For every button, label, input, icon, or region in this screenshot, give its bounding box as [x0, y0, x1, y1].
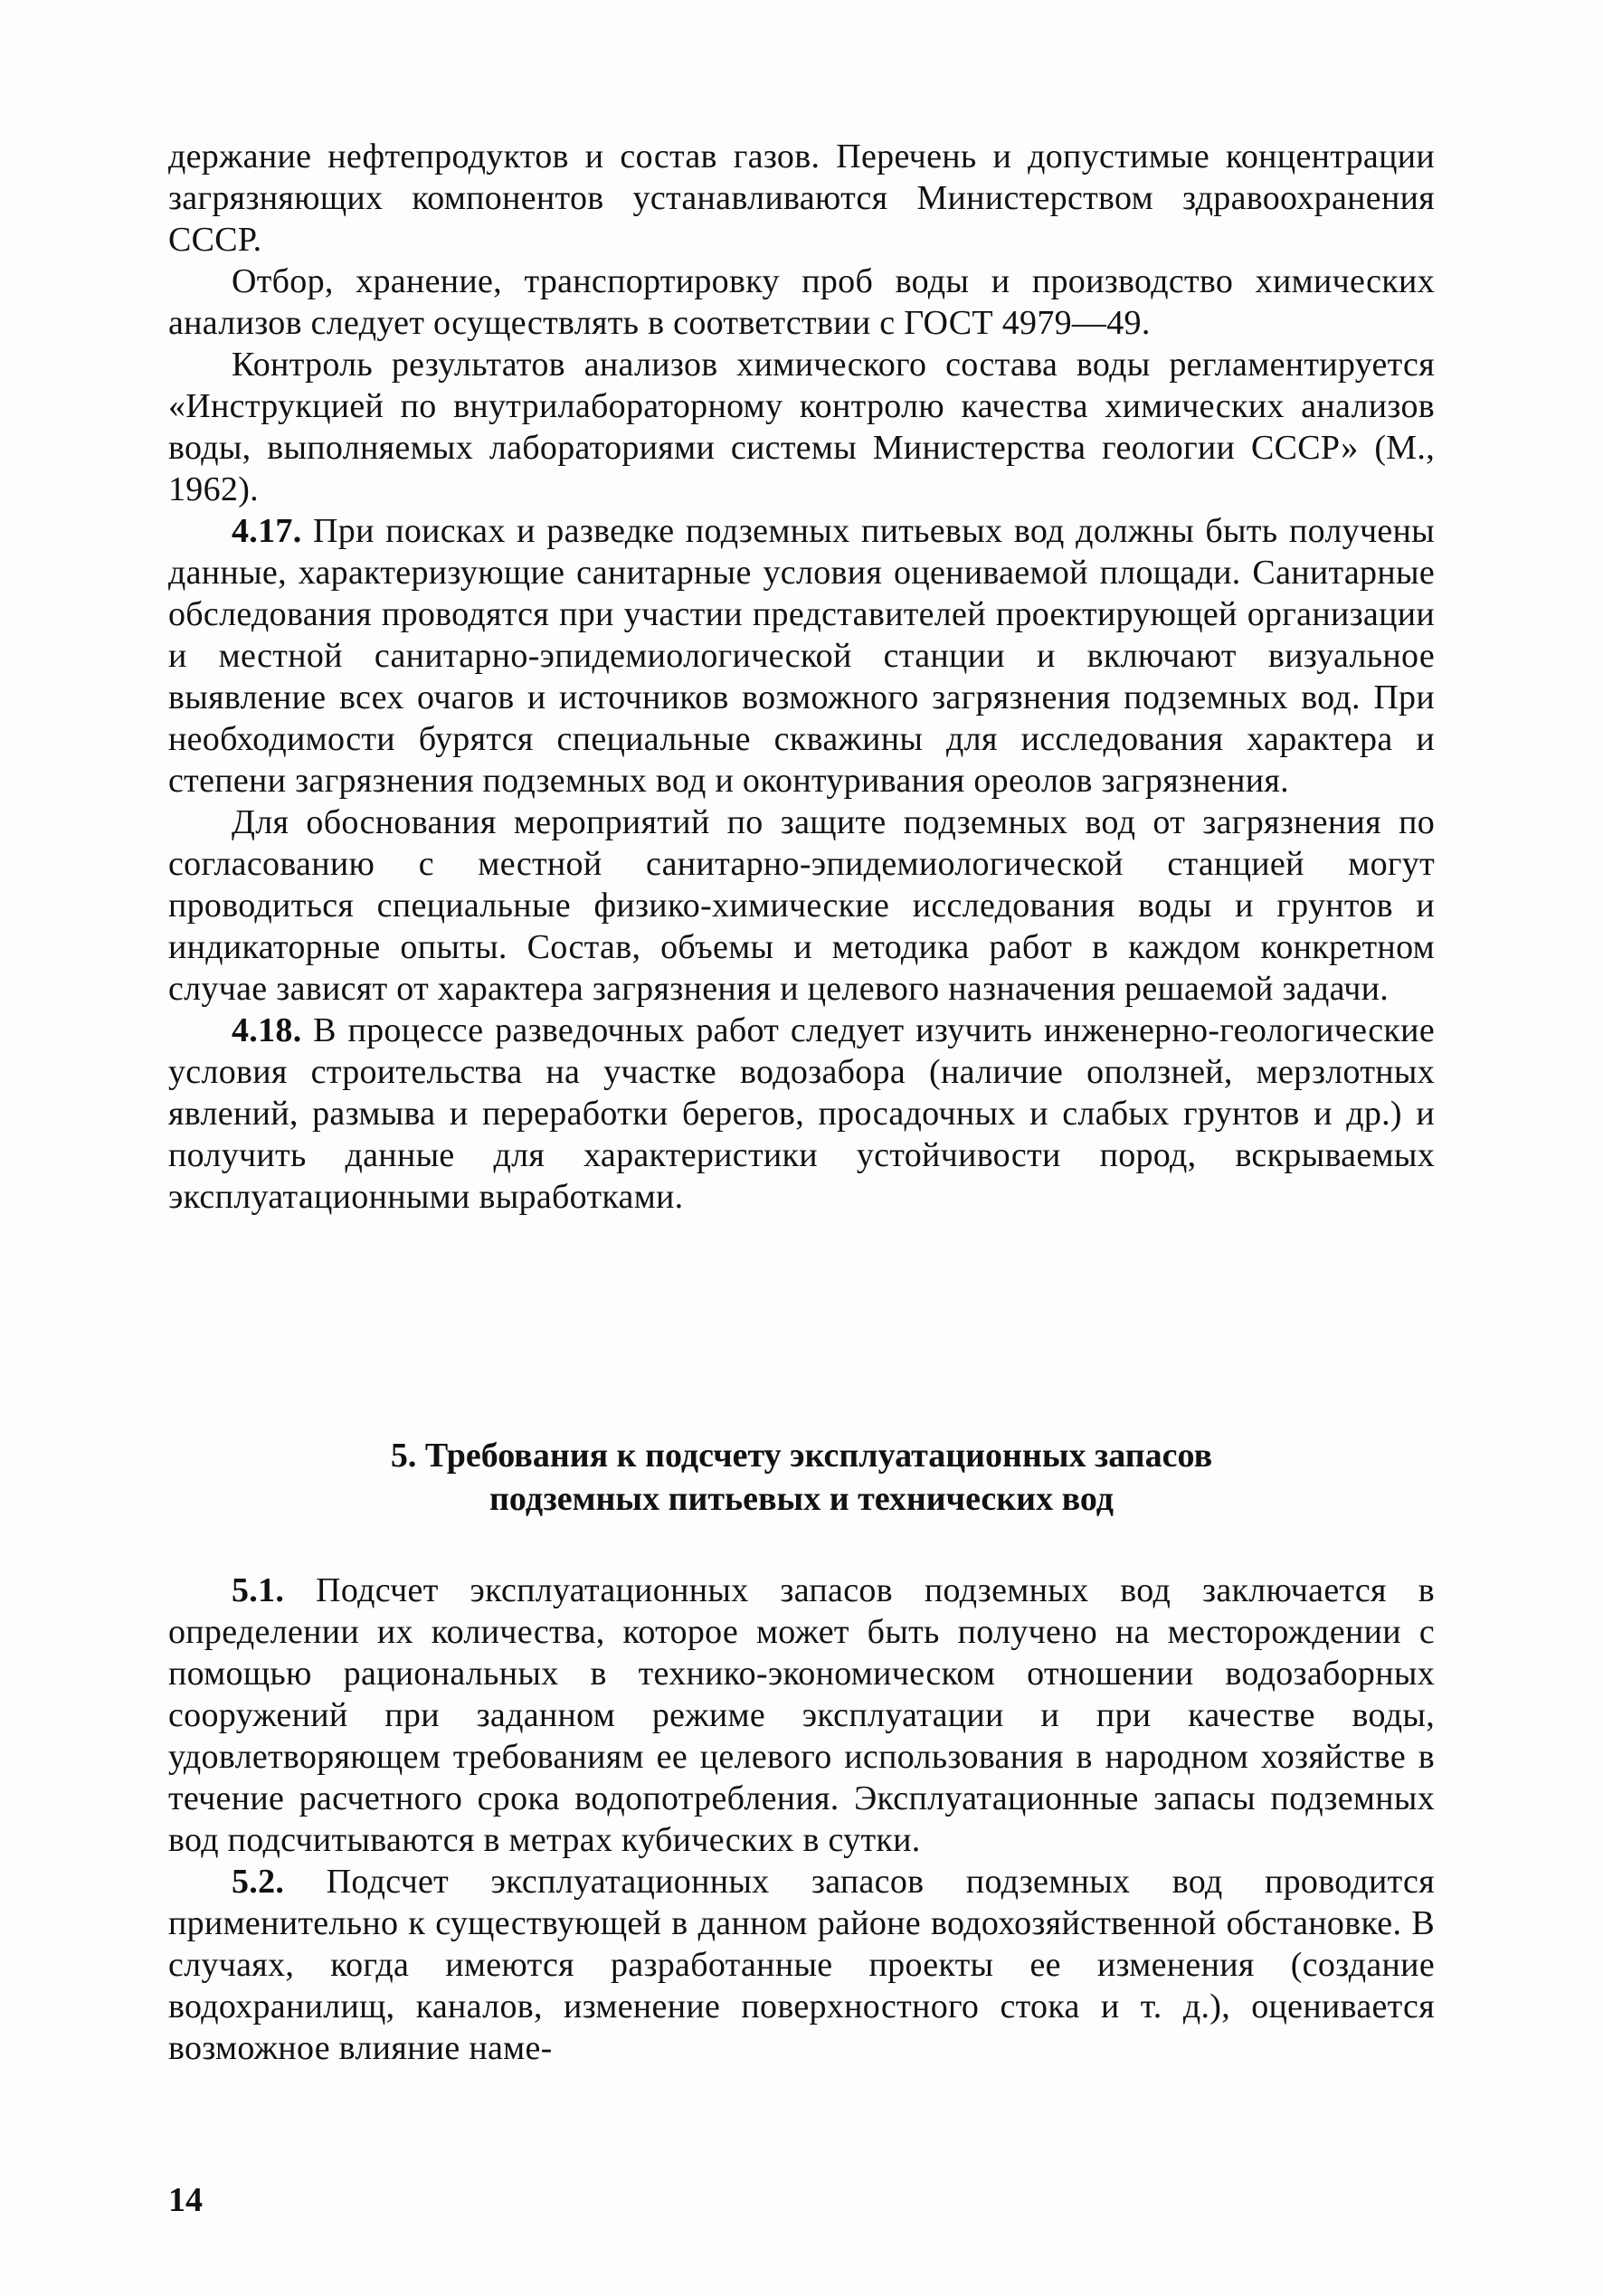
paragraph-text: Контроль результатов анализов химического состава воды регламентируется «Инструкцией по внутрилабораторному контролю качества химических анализов воды, выполняемых лабораториями системы Министерства геологии СССР» (М., 1962). — [168, 346, 1435, 508]
section-heading-line-2: подземных питьевых и технических вод — [489, 1480, 1114, 1518]
paragraph — [168, 344, 1435, 510]
paragraph-text: Отбор, хранение, транспортировку проб воды и производство химических анализов следует осуществлять в соответствии с ГОСТ 4979—49. — [168, 262, 1435, 342]
text-block-top — [168, 136, 1435, 1218]
paragraph-text: Подсчет эксплуатационных запасов подземных вод проводится применительно к существующей в данном районе водохозяйственной обстановке. В случаях, когда имеются разработанные проекты ее изменения (создание водохранилищ, каналов, изменение поверхностного стока и т. д.), оценивается возможное влияние наме- — [168, 1863, 1435, 2067]
paragraph-text: Подсчет эксплуатационных запасов подземных вод заключается в определении их количества, которое может быть получено на месторождении с помощью рациональных в технико-экономическом отношении водозаборных сооружений при заданном режиме эксплуатации и при качестве воды, удовлетворяющем требованиям ее целевого использования в народном хозяйстве в течение расчетного срока водопотребления. Эксплуатационные запасы подземных вод подсчитываются в метрах кубических в сутки. — [168, 1571, 1435, 1859]
paragraph-number: 4.17. — [232, 512, 302, 550]
section-heading — [168, 1434, 1435, 1521]
paragraph-number: 5.1. — [232, 1571, 285, 1609]
paragraph-text: В процессе разведочных работ следует изучить инженерно-геологические условия строительства на участке водозабора (наличие оползней, мерзлотных явлений, размыва и переработки берегов, просадочных и слабых грунтов и др.) и получить данные для характеристики устойчивости пород, вскрываемых эксплуатационными выработками. — [168, 1011, 1435, 1216]
paragraph-4-18 — [168, 1010, 1435, 1218]
paragraph-text: При поисках и разведке подземных питьевых вод должны быть получены данные, характеризующие санитарные условия оцениваемой площади. Санитарные обследования проводятся при участии представителей проектирующей организации и местной санитарно-эпидемиологической станции и включают визуальное выявление всех очагов и источников возможного загрязнения подземных вод. При необходимости бурятся специальные скважины для исследования характера и степени загрязнения подземных вод и оконтуривания ореолов загрязнения. — [168, 512, 1435, 800]
paragraph-text: Для обоснования мероприятий по защите подземных вод от загрязнения по согласованию с местной санитарно-эпидемиологической станцией могут проводиться специальные физико-химические исследования воды и грунтов и индикаторные опыты. Состав, объемы и методика работ в каждом конкретном случае зависят от характера загрязнения и целевого назначения решаемой задачи. — [168, 803, 1435, 1008]
paragraph-text: держание нефтепродуктов и состав газов. Перечень и допустимые концентрации загрязняющих компонентов устанавливаются Министерством здравоохранения СССР. — [168, 138, 1435, 259]
paragraph-4-17 — [168, 510, 1435, 802]
paragraph-5-1 — [168, 1570, 1435, 1861]
section-heading-line-1: 5. Требования к подсчету эксплуатационных запасов — [390, 1437, 1213, 1475]
text-block-bottom — [168, 1570, 1435, 2069]
page-number: 14 — [168, 2181, 203, 2219]
paragraph-number: 5.2. — [232, 1863, 285, 1901]
paragraph-5-2 — [168, 1861, 1435, 2069]
paragraph — [168, 802, 1435, 1010]
paragraph — [168, 136, 1435, 261]
paragraph — [168, 261, 1435, 344]
paragraph-number: 4.18. — [232, 1011, 302, 1049]
